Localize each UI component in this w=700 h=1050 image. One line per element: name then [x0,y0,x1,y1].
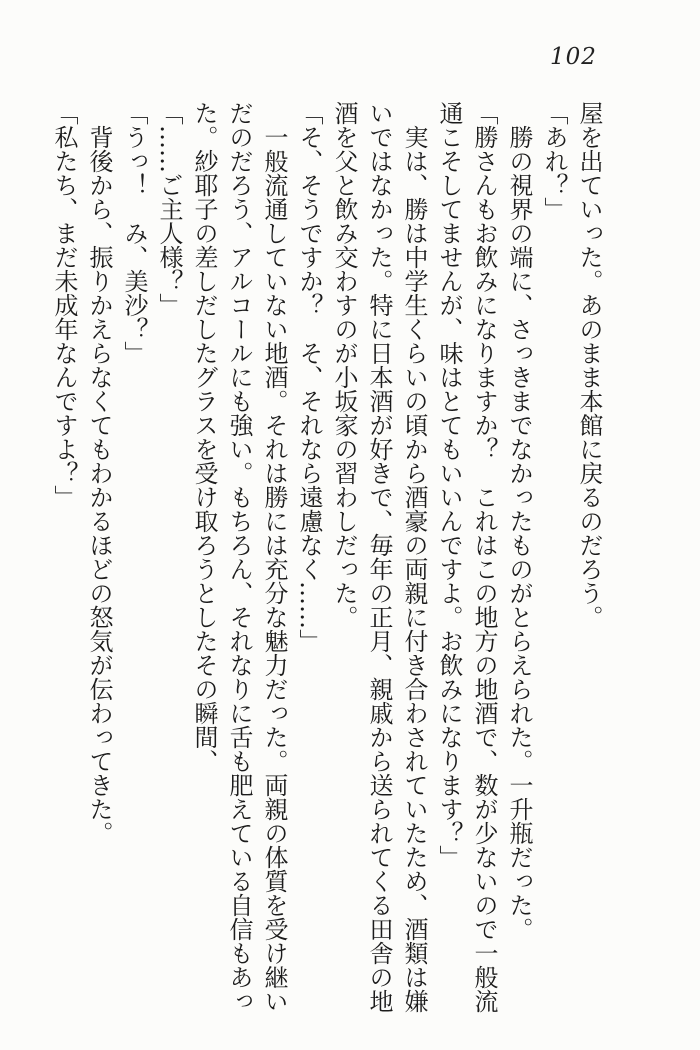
paragraph: 「そ、そうですか？ そ、それなら遠慮なく……」 [295,101,323,653]
paragraph: 「あれ？」 [540,101,568,221]
paragraph: 一般流通していない地酒。それは勝には充分な魅力だった。両親の体質を受け継いだのだろう、アルコールにも強い。もちろん、それなりに舌も肥えている自信もあった。紗耶子の差しだしたグラスを受け取ろうとしたその瞬間、 [190,101,288,1013]
paragraph: 「……ご主人様？」 [155,101,183,317]
paragraph: 実は、勝は中学生くらいの頃から酒豪の両親に付き合わされていたため、酒類は嫌いではなかった。特に日本酒が好きで、毎年の正月、親戚から送られてくる田舎の地酒を父と飲み交わすのが小坂家の習わしだった。 [330,101,428,1013]
page-number: 102 [550,44,597,70]
paragraph: 「勝さんもお飲みになりますか？ これはこの地方の地酒で、数が少ないので一般流通こそしてませんが、味はとてもいいんですよ。お飲みになります？」 [435,101,498,1013]
paragraph: 勝の視界の端に、さっきまでなかったものがとらえられた。一升瓶だった。 [505,125,533,941]
paragraph: 「うっ！ み、美沙？」 [120,101,148,365]
paragraph: 屋を出ていった。あのまま本館に戻るのだろう。 [575,101,603,629]
vertical-text-block [40,101,606,1018]
paragraph: 背後から、振りかえらなくてもわかるほどの怒気が伝わってきた。 [85,125,113,845]
paragraph: 「私たち、まだ未成年なんですよ？」 [50,101,78,509]
